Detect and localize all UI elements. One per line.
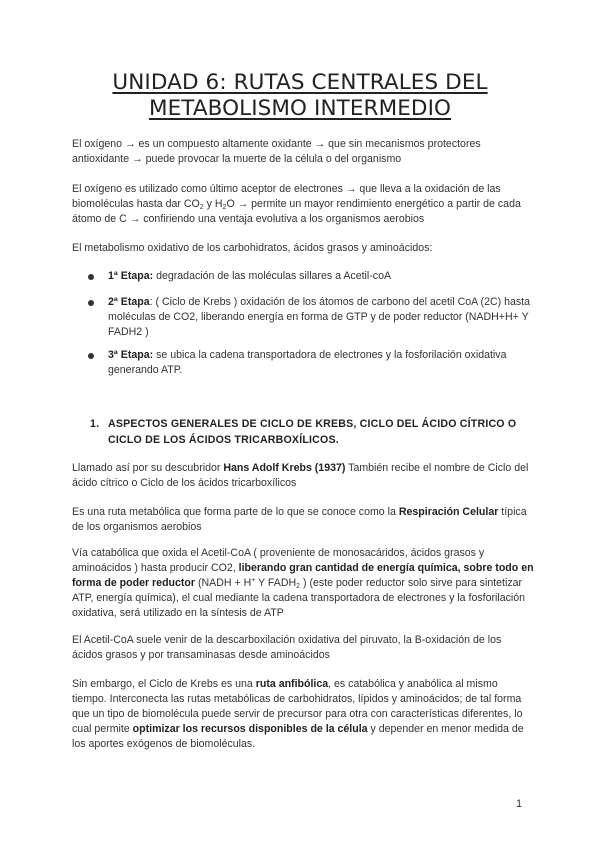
section-heading xyxy=(90,416,534,448)
page-number: 1 xyxy=(516,798,523,810)
section-title: ASPECTOS GENERALES DE CICLO DE KREBS, CICLO DEL ÁCIDO CÍTRICO O CICLO DE LOS ÁCIDOS TRICARBOXÍLICOS. xyxy=(108,418,517,446)
text-span: típica de los organismos aerobios xyxy=(72,506,527,533)
page-title: UNIDAD 6: RUTAS CENTRALES DEL METABOLISMO INTERMEDIO xyxy=(112,70,488,121)
text-span: y depender en menor medida de los aportes exógenos de biomoléculas. xyxy=(72,723,524,750)
stage-text: degradación de las moléculas sillares a Acetil-coA xyxy=(153,270,392,282)
subscript: 2 xyxy=(199,204,204,211)
intro-paragraph-electron-acceptor xyxy=(72,182,534,227)
paragraph-acetyl-coa-origin: El Acetil-CoA suele venir de la descarboxilación oxidativa del piruvato, la B-oxidación de los ácidos grasos y por transaminasas desde aminoácidos xyxy=(72,634,502,661)
bullet-icon xyxy=(88,353,94,359)
text-span: (NADH + H xyxy=(195,577,252,589)
text-span: y H xyxy=(203,198,223,210)
bold-text: Hans Adolf Krebs (1937) xyxy=(223,462,346,474)
intro-paragraph-oxygen: El oxígeno → es un compuesto altamente oxidante → que sin mecanismos protectores antioxidante → puede provocar la muerte de la célula o del organismo xyxy=(72,138,481,165)
subscript: 2 xyxy=(222,204,227,211)
stage-label: 3ª Etapa: xyxy=(108,349,154,361)
text-span: , es catabólica y anabólica al mismo tiempo. Interconecta las rutas metabólicas de carbohidratos, lípidos y aminoácidos; de tal forma que un tipo de biomolécula puede servir de precursor para otra con características diferentes, lo cual permite xyxy=(72,678,523,735)
paragraph-krebs-discoverer xyxy=(72,461,534,491)
text-span: También recibe el nombre de Ciclo del ácido cítrico o Ciclo de los ácidos tricarboxílicos xyxy=(72,462,529,489)
stage-label: 2ª Etapa xyxy=(108,296,150,308)
bold-text: optimizar los recursos disponibles de la célula xyxy=(132,723,368,735)
bullet-icon xyxy=(88,274,94,280)
subscript: 2 xyxy=(296,583,301,590)
bullet-icon xyxy=(88,300,94,306)
stage-label: 1ª Etapa: xyxy=(108,270,154,282)
text-span: Es una ruta metabólica que forma parte de lo que se conoce como la xyxy=(72,506,399,518)
stage-text: : ( Ciclo de Krebs ) oxidación de los átomos de carbono del acetil CoA (2C) hasta moléculas de CO2, liberando energía en forma de GTP y de poder reductor (NADH+H+ Y FADH2 ) xyxy=(108,296,531,338)
list-item-stage-3 xyxy=(108,348,532,378)
text-span: Llamado así por su descubridor xyxy=(72,462,224,474)
section-number: 1. xyxy=(90,418,100,430)
text-span: ) (este poder reductor solo sirve para sintetizar ATP, energía química), el cual mediante la cadena transportadora de electrones y la fosforilación oxidativa, será utilizado en la síntesis de ATP xyxy=(72,577,526,619)
bold-text: Respiración Celular xyxy=(398,506,499,518)
list-item-stage-2 xyxy=(108,295,532,340)
text-span: Sin embargo, el Ciclo de Krebs es una xyxy=(72,678,256,690)
list-item-stage-1 xyxy=(108,269,532,284)
text-span: Y FADH xyxy=(255,577,297,589)
paragraph-catabolic-pathway xyxy=(72,546,534,621)
superscript: + xyxy=(251,577,256,584)
text-span: O → permite un mayor rendimiento energético a partir de cada átomo de C → confiriendo una ventaja evolutiva a los organismos aerobios xyxy=(72,198,521,225)
stage-text: se ubica la cadena transportadora de electrones y la fosforilación oxidativa generando ATP. xyxy=(108,349,507,376)
paragraph-cellular-respiration xyxy=(72,505,534,535)
bold-text: liberando gran cantidad de energía química, sobre todo en forma de poder reductor xyxy=(72,562,534,589)
text-span: El oxígeno es utilizado como último aceptor de electrones → que lleva a la oxidación de las biomoléculas hasta dar CO xyxy=(72,183,501,210)
paragraph-amphibolic-route xyxy=(72,677,534,752)
intro-paragraph-oxidative-metabolism: El metabolismo oxidativo de los carbohidratos, ácidos grasos y aminoácidos: xyxy=(72,242,433,254)
bold-text: ruta anfibólica xyxy=(255,678,329,690)
text-span: Vía catabólica que oxida el Acetil-CoA ( proveniente de monosacáridos, ácidos grasos y aminoácidos ) hasta producir CO2, xyxy=(72,547,485,574)
